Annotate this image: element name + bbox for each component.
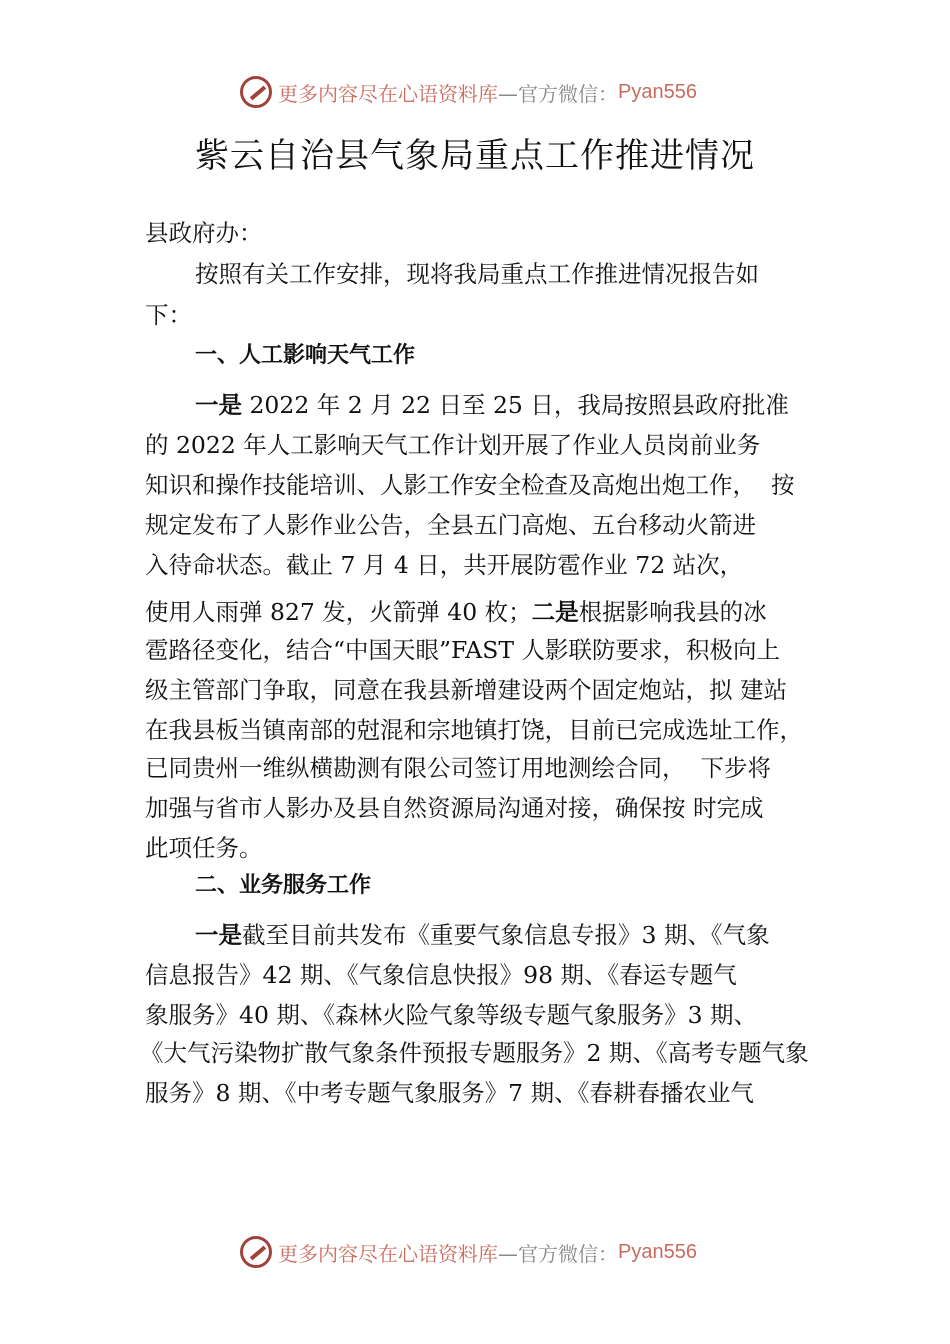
pen-logo-icon (240, 76, 272, 108)
pen-logo-icon (240, 1236, 272, 1268)
paragraph-line: 服务》8 期、《中考专题气象服务》7 期、《春耕春播农业气 (145, 1079, 754, 1107)
section-heading-1: 一、人工影响天气工作 (195, 343, 416, 368)
intro-line: 按照有关工作安排，现将我局重点工作推进情况报告如 (195, 260, 759, 288)
watermark-footer (240, 1234, 697, 1270)
salutation: 县政府办： (145, 219, 263, 247)
paragraph-line: 级主管部门争取，同意在我县新增建设两个固定炮站，拟 建站 (145, 676, 787, 704)
paragraph-line: 在我县板当镇南部的尅混和宗地镇打饶，目前已完成选址工作， (145, 716, 803, 744)
paragraph-line: 象服务》40 期、《森林火险气象等级专题气象服务》3 期、 (145, 1001, 758, 1029)
document-title: 紫云自治县气象局重点工作推进情况 (195, 136, 755, 176)
watermark-text: —官方微信： (498, 81, 618, 106)
paragraph-line: 《大气污染物扩散气象条件预报专题服务》2 期、《高考专题气象 (140, 1039, 809, 1067)
watermark-text: 更多内容尽在心语资料库 (278, 1241, 498, 1266)
watermark-wechat-id: Pyan556 (618, 1240, 697, 1263)
lead-bold: 一是 (195, 921, 242, 949)
paragraph-line: 的 2022 年人工影响天气工作计划开展了作业人员岗前业务 (145, 431, 761, 459)
lead-bold: 二是 (531, 598, 579, 626)
paragraph-line (145, 597, 767, 627)
paragraph-line: 知识和操作技能培训、人影工作安全检查及高炮出炮工作， 按 (145, 471, 795, 499)
lead-bold: 一是 (195, 391, 242, 419)
paragraph-line: 信息报告》42 期、《气象信息快报》98 期、《春运专题气 (145, 961, 737, 989)
paragraph-line: 雹路径变化，结合“中国天眼”FAST 人影联防要求，积极向上 (145, 636, 781, 664)
line-text: 2022 年 2 月 22 日至 25 日，我局按照县政府批准 (242, 391, 789, 419)
paragraph-line: 规定发布了人影作业公告，全县五门高炮、五台移动火箭进 (145, 511, 756, 539)
intro-line: 下： (145, 301, 192, 329)
line-text: 根据影响我县的冰 (578, 598, 767, 626)
line-text: 截至目前共发布《重要气象信息专报》3 期、《气象 (242, 921, 770, 949)
paragraph-line: 入待命状态。截止 7 月 4 日，共开展防雹作业 72 站次， (145, 551, 744, 579)
watermark-wechat-id: Pyan556 (618, 80, 697, 103)
paragraph-line: 加强与省市人影办及县自然资源局沟通对接，确保按 时完成 (145, 794, 764, 822)
paragraph-line (195, 390, 789, 420)
paragraph-line (195, 920, 770, 950)
paragraph-line: 已同贵州一维纵横勘测有限公司签订用地测绘合同， 下步将 (145, 754, 771, 782)
watermark-header (240, 74, 697, 110)
watermark-text: —官方微信： (498, 1241, 618, 1266)
watermark-text: 更多内容尽在心语资料库 (278, 81, 498, 106)
section-heading-2: 二、业务服务工作 (195, 873, 372, 898)
line-text: 使用人雨弹 827 发，火箭弹 40 枚； (145, 598, 532, 626)
paragraph-line: 此项任务。 (145, 834, 263, 862)
